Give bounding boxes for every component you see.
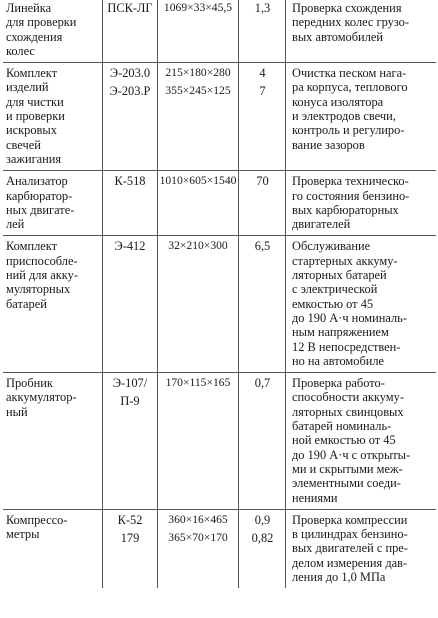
cell-text-line: Анализатор (6, 174, 68, 189)
cell-text-line: Комплект (6, 239, 58, 254)
cell-text-line: свечей (6, 137, 41, 152)
dimensions-cell (158, 236, 239, 373)
table-row (3, 0, 436, 63)
cell-text-line: ления до 1,0 МПа (292, 569, 386, 584)
dimensions-cell (158, 373, 239, 510)
cell-text-line: двигателей (292, 217, 351, 232)
cell-text-line: 4 (259, 66, 266, 81)
cell-text-line: 6,5 (254, 239, 271, 254)
cell-text-line: 179 (120, 531, 140, 546)
cell-text-line: для чистки (6, 94, 64, 109)
model-cell (103, 509, 158, 588)
cell-text-line: ми и скрытыми меж- (292, 461, 403, 476)
cell-text-line: лей (6, 217, 25, 232)
cell-text-line: Очистка песком нага- (292, 66, 407, 81)
cell-text-line: 360×16×465 (168, 512, 228, 526)
purpose-cell (286, 63, 437, 171)
dimensions-cell (158, 509, 239, 588)
cell-text-line: Э-203.Р (109, 84, 151, 99)
cell-text-line: ний для акку- (6, 268, 78, 283)
mass-cell (239, 0, 286, 63)
table-row (3, 373, 436, 510)
cell-text-line: К-518 (114, 174, 146, 189)
mass-cell (239, 373, 286, 510)
cell-text-line: искровых (6, 123, 57, 138)
dimensions-cell (158, 171, 239, 236)
cell-text-line: емкостью от 45 (292, 296, 374, 311)
cell-text-line: в цилиндрах бензино- (292, 527, 408, 542)
cell-text-line: контроль и регулиро- (292, 123, 405, 138)
cell-text-line: Линейка (6, 1, 52, 15)
cell-text-line: и электродов свечи, (292, 109, 396, 124)
cell-text-line: приспособле- (6, 253, 78, 268)
cell-text-line: 1069×33×45,5 (163, 1, 233, 14)
dimensions-cell (158, 0, 239, 63)
cell-text-line: передних колес грузо- (292, 15, 409, 30)
mass-cell (239, 509, 286, 588)
cell-text-line: 32×210×300 (168, 239, 228, 253)
table-row (3, 63, 436, 171)
dimensions-cell (158, 63, 239, 171)
purpose-cell (286, 0, 437, 63)
cell-text-line: до 190 А·ч с открыты- (292, 447, 411, 462)
cell-text-line: 0,82 (251, 531, 274, 546)
cell-text-line: Э-203.0 (109, 66, 151, 81)
table-body (3, 0, 436, 588)
cell-text-line: батарей номиналь- (292, 419, 392, 434)
cell-text-line: Проверка компрессии (292, 512, 408, 527)
table-row (3, 509, 436, 588)
cell-text-line: П-9 (120, 394, 140, 409)
cell-text-line: 70 (256, 174, 269, 189)
cell-text-line: 7 (259, 84, 266, 99)
cell-text-line: 215×180×280 (165, 66, 231, 80)
cell-text-line: вание зазоров (292, 137, 365, 152)
cell-text-line: колес (6, 43, 35, 58)
cell-text-line: ра корпуса, теплового (292, 80, 408, 95)
cell-text-line: батарей (6, 296, 47, 311)
cell-text-line: Проверка схождения (292, 1, 402, 15)
cell-text-line: муляторных (6, 282, 71, 297)
cell-text-line: 0,7 (254, 376, 271, 391)
cell-text-line: ляторных свинцовых (292, 404, 404, 419)
model-cell (103, 0, 158, 63)
cell-text-line: Э-107/ (112, 376, 148, 391)
cell-text-line: 355×245×125 (165, 84, 231, 98)
cell-text-line: схождения (6, 29, 63, 44)
mass-cell (239, 171, 286, 236)
cell-text-line: стартерных аккуму- (292, 253, 398, 268)
equipment-name-cell (3, 0, 103, 63)
cell-text-line: но на автомобиле (292, 353, 385, 368)
cell-text-line: Комплект (6, 66, 58, 81)
equipment-name-cell (3, 171, 103, 236)
cell-text-line: для проверки (6, 15, 77, 30)
cell-text-line: К-52 (117, 512, 143, 527)
cell-text-line: Обслуживание (292, 239, 371, 254)
model-cell (103, 236, 158, 373)
cell-text-line: конуса изолятора (292, 94, 384, 109)
cell-text-line: Проверка техническо- (292, 174, 409, 189)
model-cell (103, 373, 158, 510)
cell-text-line: метры (6, 527, 40, 542)
mass-cell (239, 63, 286, 171)
cell-text-line: с электрической (292, 282, 378, 297)
equipment-name-cell (3, 509, 103, 588)
cell-text-line: изделий (6, 80, 49, 95)
cell-text-line: 1010×605×1540 (159, 174, 237, 188)
cell-text-line: ляторных батарей (292, 268, 387, 283)
equipment-table (3, 0, 436, 588)
cell-text-line: элементными соеди- (292, 476, 401, 491)
cell-text-line: и проверки (6, 109, 65, 124)
cell-text-line: аккумулятор- (6, 390, 77, 405)
cell-text-line: ной емкостью от 45 (292, 433, 396, 448)
cell-text-line: 365×70×170 (168, 531, 228, 545)
cell-text-line: ный (6, 404, 28, 419)
table-row (3, 236, 436, 373)
equipment-name-cell (3, 63, 103, 171)
mass-cell (239, 236, 286, 373)
cell-text-line: 170×115×165 (165, 376, 231, 390)
equipment-name-cell (3, 236, 103, 373)
cell-text-line: го состояния бензино- (292, 188, 410, 203)
cell-text-line: Пробник (6, 376, 53, 391)
cell-text-line: 0,9 (254, 512, 271, 527)
cell-text-line: Проверка работо- (292, 376, 385, 391)
cell-text-line: вых двигателей с пре- (292, 541, 408, 556)
cell-text-line: способности аккуму- (292, 390, 404, 405)
cell-text-line: до 190 А·ч номиналь- (292, 310, 407, 325)
cell-text-line: ПСК-ЛГ (107, 1, 153, 15)
purpose-cell (286, 171, 437, 236)
purpose-cell (286, 236, 437, 373)
cell-text-line: вых автомобилей (292, 29, 384, 44)
model-cell (103, 171, 158, 236)
cell-text-line: вых карбюраторных (292, 202, 399, 217)
cell-text-line: зажигания (6, 151, 62, 166)
cell-text-line: Компрессо- (6, 512, 68, 527)
cell-text-line: нениями (292, 490, 338, 505)
cell-text-line: делом измерения дав- (292, 555, 408, 570)
cell-text-line: карбюратор- (6, 188, 73, 203)
cell-text-line: Э-412 (114, 239, 146, 254)
model-cell (103, 63, 158, 171)
cell-text-line: ным напряжением (292, 325, 389, 340)
table-row (3, 171, 436, 236)
purpose-cell (286, 509, 437, 588)
purpose-cell (286, 373, 437, 510)
equipment-name-cell (3, 373, 103, 510)
cell-text-line: ных двигате- (6, 202, 75, 217)
cell-text-line: 1,3 (254, 1, 271, 15)
cell-text-line: 12 В непосредствен- (292, 339, 401, 354)
